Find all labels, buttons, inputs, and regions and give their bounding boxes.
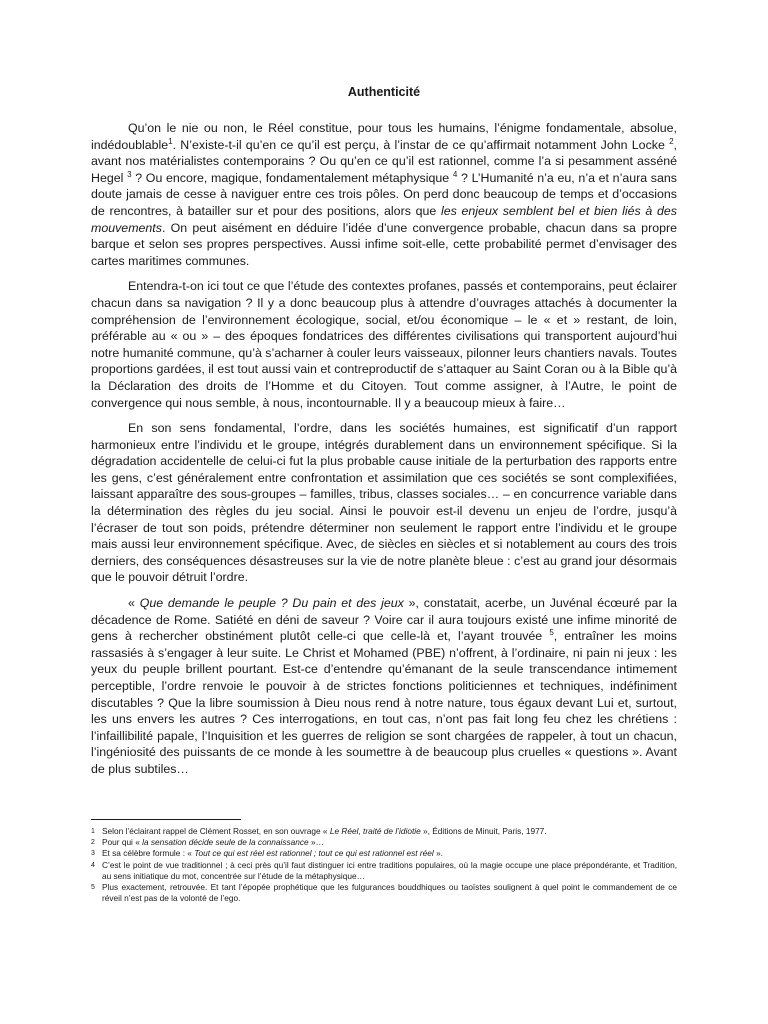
text-run: Qu’on le nie ou non, le Réel constitue, pour tous les humains, l’énigme fondamentale, absolue, indédoublable (91, 121, 677, 152)
footnotes (91, 826, 677, 904)
footnote-number: 1 (91, 828, 95, 835)
text-run: Selon l’éclairant rappel de Clément Rosset, en son ouvrage « (102, 826, 330, 836)
footnote (91, 837, 677, 848)
footnote-ref: 3 (127, 169, 132, 179)
footnote-ref: 5 (549, 628, 554, 638)
italic-text: la sensation décide seule de la connaissance (142, 837, 309, 848)
footnote-ref: 1 (168, 136, 173, 146)
text-run: , avant nos matérialistes contemporains ? Ou qu’en ce qu’il est rationnel, comme l’a si pesamment asséné Hegel (91, 137, 677, 185)
footnote-number: 3 (91, 850, 95, 858)
text-run: ? Ou encore, magique, fondamentalement métaphysique (131, 170, 453, 185)
text-run: . N’existe-t-il qu’en ce qu’il est perçu, à l’instar de ce qu’affirmait notamment John Locke (172, 137, 670, 152)
footnote (91, 826, 677, 837)
text-run: Plus exactement, retrouvée. Et tant l’épopée prophétique que les fulgurances bouddhiques ou taoïstes soulignent à quel point le commandement de ce réveil n’est pas de la volonté de l’ego. (102, 882, 677, 904)
text-run: », constatait, acerbe, un Juvénal écœuré par la décadence de Rome. Satiété en déni de saveur ? Voire car il aura toujours existé une infime minorité de gens à rechercher obstinément plutôt celle-ci que celle-là et, l’ayant trouvée (91, 596, 678, 644)
body-paragraph (91, 278, 677, 411)
body-paragraph (91, 420, 677, 586)
footnote (91, 860, 677, 882)
text-run: , entraîner les moins rassasiés à s’engager à leur suite. Le Christ et Mohamed (PBE) n’offrent, à l’ordinaire, ni pain ni jeux : les yeux du peuple brillent pourtant. Est-ce d’entendre qu’émanant de la seule transcendance intimement perceptible, l’ordre renvoie le pouvoir à de strictes fonctions politiciennes et techniques, indéfiniment discutables ? Que la libre soumission à Dieu nous rend à notre nature, tous égaux devant Lui et, surtout, les uns envers les autres ? Ces interrogations, en tout cas, n’ont pas fait long feu chez les chrétiens : l’infaillibilité papale, l’Inquisition et les guerres de religion se sont chargées de rappeler, à tout un chacun, l’ingéniosité des puissants de ce monde à les soumettre à de beaucoup plus cruelles « questions ». Avant de plus subtiles… (91, 629, 677, 776)
text-run: ? L’Humanité n’a eu, n’a et n’aura sans doute jamais de cesse à naviguer entre ces trois pôles. On perd donc beaucoup de temps et d’occasions de rencontres, à batailler sur et pour des positions, alors que (91, 170, 677, 218)
italic-text: les enjeux semblent bel et bien liés à des mouvements (91, 203, 677, 235)
footnote-number: 4 (91, 861, 95, 869)
text-run: Pour qui « (102, 837, 143, 848)
body-paragraph (91, 120, 677, 269)
text-run: ». (433, 848, 443, 859)
footnote-ref: 2 (669, 136, 674, 146)
footnote-number: 2 (91, 839, 95, 847)
footnote (91, 848, 677, 859)
footnote-ref: 4 (452, 169, 458, 179)
body-paragraph (91, 595, 677, 778)
text-run: . On peut aisément en déduire l’idée d’une convergence probable, chacun dans sa propre barque et selon ses propres perspectives. Aussi infime soit-elle, cette probabilité permet d’envisager des cartes maritimes communes. (91, 220, 677, 268)
italic-text: Tout ce qui est réel est rationnel ; tout ce qui est rationnel est réel (194, 848, 434, 859)
document-title: Authenticité (347, 85, 421, 99)
text-run: En son sens fondamental, l’ordre, dans les sociétés humaines, est significatif d’un rapport harmonieux entre l’individu et le groupe, intégrés durablement dans un environnement spécifique. Si la dégradation accidentelle de celui-ci fut la plus probable cause initiale de la perturbation des rapports entre les gens, c’est généralement entre confrontation et assimilation que ces sociétés se sont complexifiées, laissant apparaître des sous-groupes – familles, tribus, classes sociales… – en concurrence variable dans la détermination des règles du jeu social. Ainsi le pouvoir est-il devenu un enjeu de l’ordre, jusqu’à l’écraser de tout son poids, prétendre déterminer non seulement le rapport entre l’individu et le groupe mais aussi leur environnement spécifique. Avec, de siècles en siècles et si notablement au cours des trois derniers, des conséquences désastreuses sur la vie de notre planète bleue : c’est au grand jour désormais que le pouvoir détruit l’ordre. (91, 421, 677, 585)
text-run: C’est le point de vue traditionnel ; à ceci près qu’il faut distinguer ici entre traditions populaires, où la magie occupe une place prépondérante, et Tradition, au sens initiatique du mot, concentrée sur l’étude de la métaphysique… (102, 859, 677, 881)
italic-text: Que demande le peuple ? Du pain et des jeux (139, 596, 404, 611)
footnote (91, 882, 677, 904)
document-body (91, 120, 677, 778)
italic-text: Le Réel, traité de l’idiotie (329, 826, 421, 836)
text-run: « (128, 596, 140, 611)
text-run: Et sa célèbre formule : « (102, 848, 195, 859)
footnote-separator (91, 819, 241, 820)
text-run: Entendra-t-on ici tout ce que l’étude des contextes profanes, passés et contemporains, peut éclairer chacun dans sa navigation ? Il y a donc beaucoup plus à attendre d’ouvrages attachés à documenter la compréhension de l’environnement écologique, social, et/ou économique – le « et » restant, de loin, préférable au « ou » – des époques fondatrices des différentes civilisations qui transportent aujourd’hui notre humanité commune, qu’à s’acharner à couler leurs vaisseaux, pilonner leurs chantiers navals. Toutes proportions gardées, il est tout aussi vain et contreproductif de s’attaquer au Saint Coran ou à la Bible qu’à la Déclaration des droits de l’Homme et du Citoyen. Tout comme assigner, à l’Autre, le point de convergence qui nous semble, à nous, incontournable. Il y a beaucoup mieux à faire… (91, 279, 677, 410)
text-run: »… (308, 837, 324, 848)
text-run: », Éditions de Minuit, Paris, 1977. (420, 826, 547, 836)
footnote-number: 5 (91, 884, 95, 892)
